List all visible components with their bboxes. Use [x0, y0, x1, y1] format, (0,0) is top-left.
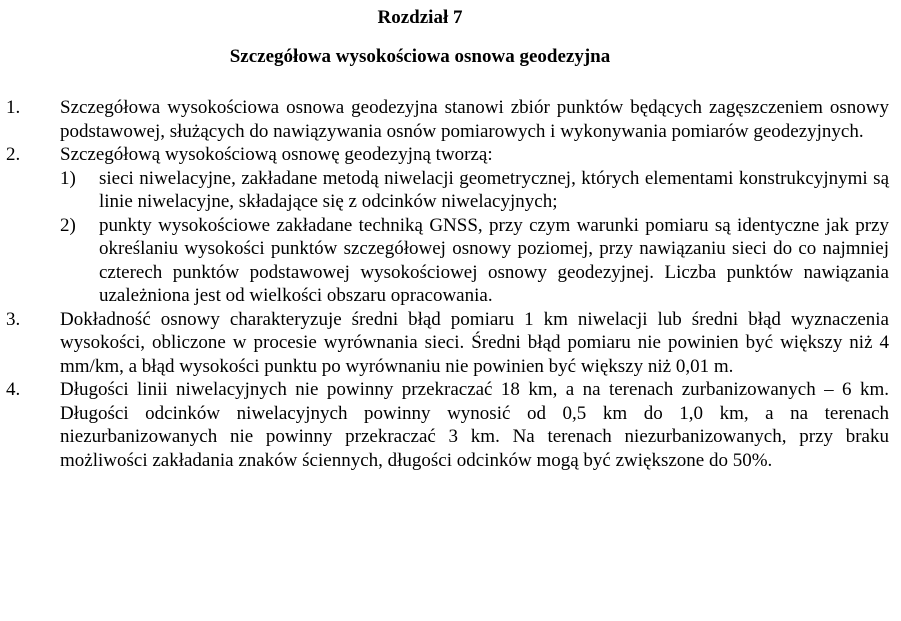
item-number: 1. — [6, 97, 21, 118]
sub-item-number: 2) — [60, 214, 76, 236]
item-number: 2. — [6, 144, 21, 165]
chapter-number: Rozdział 7 — [377, 7, 463, 28]
paragraph-list — [0, 96, 901, 472]
item-text: Dokładność osnowy charakteryzuje średni błąd pomiaru 1 km niwelacji lub średni błąd wyznaczenia wysokości, obliczone w procesie wyrównania sieci. Średni błąd pomiaru nie powinien być większy niż 4 mm/km, a błąd wysokości punktu po wyrównaniu nie powinien być większy niż 0,01 m. — [60, 308, 889, 377]
list-item-4 — [0, 378, 889, 472]
sub-item-2 — [60, 214, 889, 308]
item-text: Długości linii niwelacyjnych nie powinny przekraczać 18 km, a na terenach zurbanizowanych – 6 km. Długości odcinków niwelacyjnych powinny wynosić od 0,5 km do 1,0 km, a na terenach niezurbanizowanych nie powinny przekraczać 3 km. Na terenach niezurbanizowanych, przy braku możliwości zakładania znaków ściennych, długości odcinków mogą być zwiększone do 50%. — [60, 379, 889, 471]
sub-item-1 — [60, 167, 889, 214]
item-number: 4. — [6, 379, 21, 400]
chapter-title: Szczegółowa wysokościowa osnowa geodezyjna — [229, 46, 611, 67]
sub-item-text: punkty wysokościowe zakładane techniką GNSS, przy czym warunki pomiaru są identyczne jak przy określaniu wysokości punktów szczegółowej osnowy poziomej, przy nawiązaniu sieci do co najmniej czterech punktów podstawowej wysokościowej osnowy geodezyjnej. Liczba punktów nawiązania uzależniona jest od wielkości obszaru opracowania. — [99, 214, 889, 306]
list-item-2 — [0, 143, 889, 308]
list-item-3 — [0, 308, 889, 379]
item-text: Szczegółową wysokościową osnowę geodezyjną tworzą: — [60, 144, 493, 165]
item-number: 3. — [6, 308, 21, 330]
sub-item-number: 1) — [60, 167, 76, 189]
sub-item-text: sieci niwelacyjne, zakładane metodą niwelacji geometrycznej, których elementami konstrukcyjnymi są linie niwelacyjne, składające się z odcinków niwelacyjnych; — [99, 167, 889, 212]
item-text: Szczegółowa wysokościowa osnowa geodezyjna stanowi zbiór punktów będących zagęszczeniem osnowy podstawowej, służących do nawiązywania osnów pomiarowych i wykonywania pomiarów geodezyjnych. — [60, 97, 889, 142]
sub-list — [60, 167, 889, 308]
list-item-1 — [0, 96, 889, 143]
